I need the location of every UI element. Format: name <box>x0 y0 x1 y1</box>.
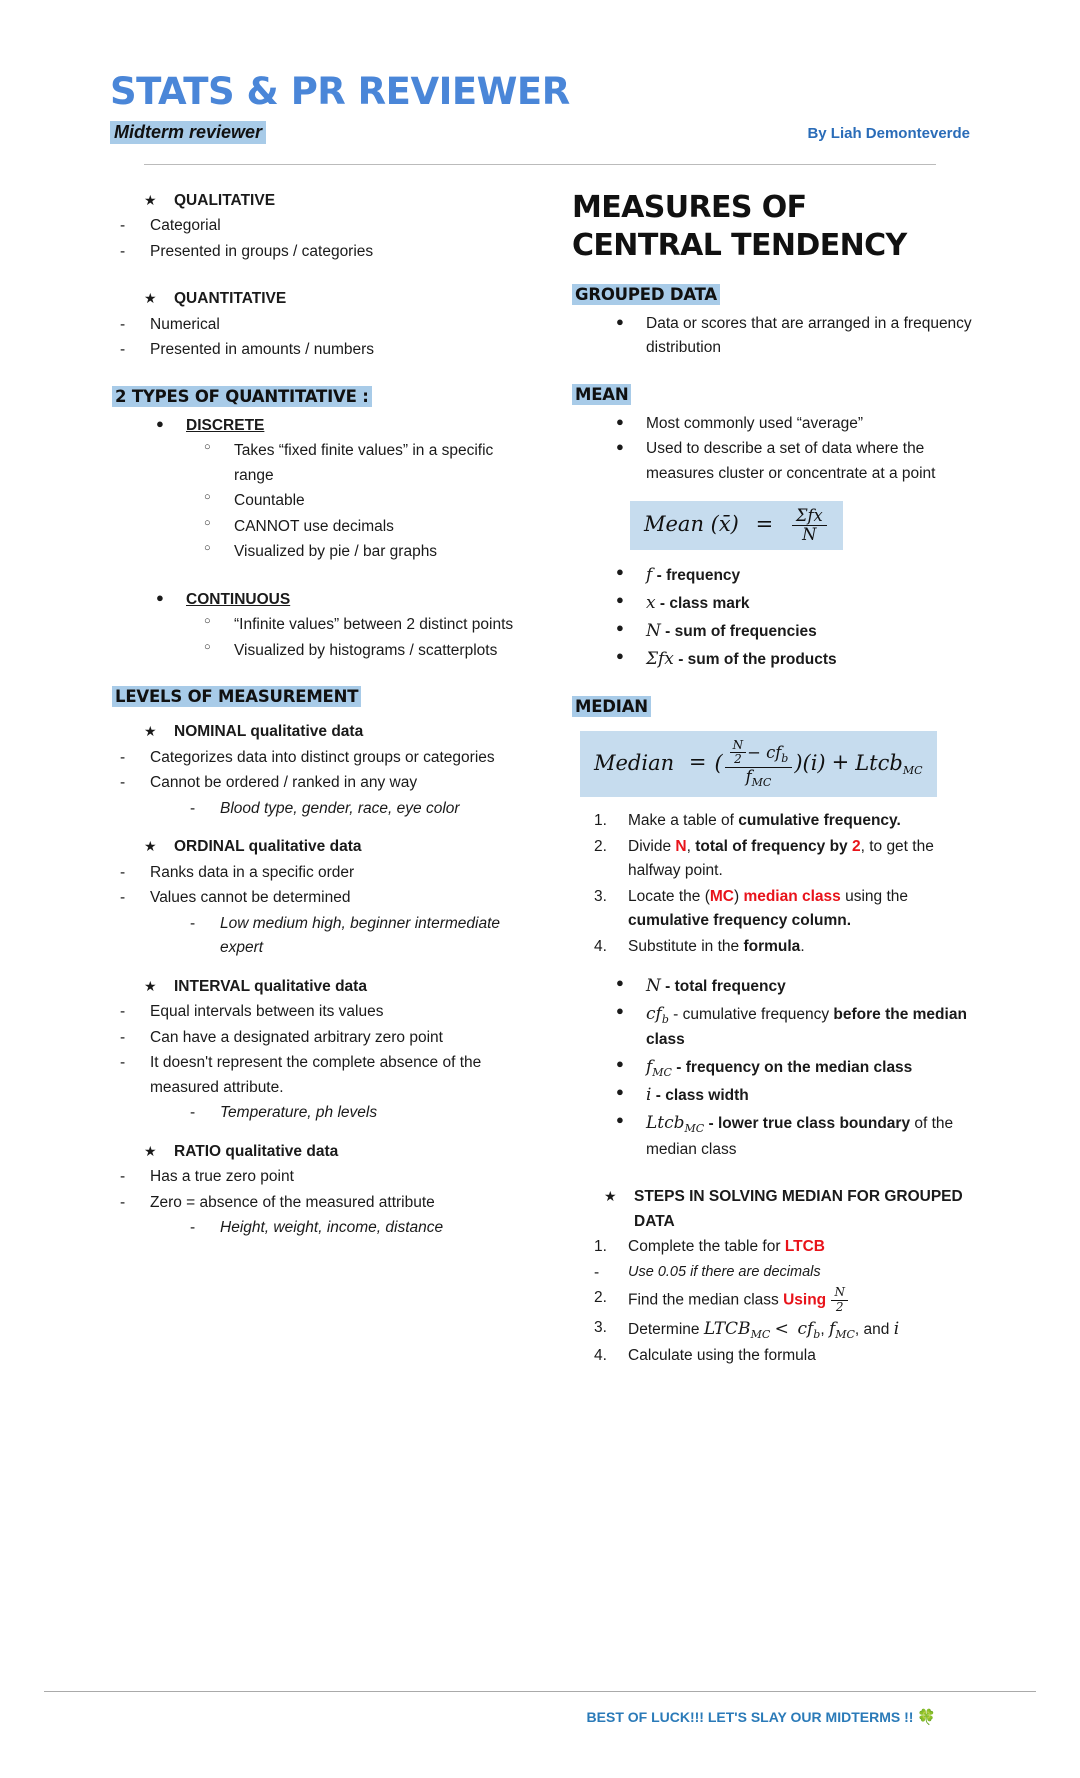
list-item-label: Equal intervals between its values <box>150 1003 384 1021</box>
bullet-icon: ● <box>616 1055 624 1071</box>
solving-heading-line1: STEPS IN SOLVING MEDIAN FOR <box>634 1188 881 1206</box>
median-step <box>572 885 976 934</box>
list-item-label: It doesn't represent the complete absence of the measured attribute. <box>150 1054 482 1096</box>
mean-legend-item <box>572 618 976 645</box>
list-item-label: Can have a designated arbitrary zero point <box>150 1028 443 1046</box>
dash-icon: - <box>120 1028 126 1046</box>
f-symbol: f <box>745 767 752 787</box>
mean-formula-lhs: Mean (x̄) <box>644 512 739 537</box>
mean-formula <box>630 501 843 550</box>
legend-desc: - frequency <box>652 567 741 585</box>
star-icon: ★ <box>144 977 157 994</box>
ltcb-subscript: MC <box>902 763 923 777</box>
dash-icon: - <box>120 1193 126 1211</box>
list-item <box>112 639 516 663</box>
footer-message-row <box>0 1692 1080 1726</box>
cf-subscript: b <box>781 751 789 765</box>
step-highlight-two: 2 <box>851 837 861 855</box>
list-item <box>572 312 976 361</box>
step-number: 3. <box>594 887 607 905</box>
step-number: 1. <box>594 812 607 830</box>
right-column <box>572 189 976 1369</box>
example-item <box>112 797 516 821</box>
step-math-f: f <box>828 1318 836 1339</box>
step-text: Locate the ( <box>628 887 710 905</box>
two-types-heading-wrap <box>112 386 516 407</box>
cf-symbol: cf <box>766 742 782 762</box>
step-number: 3. <box>594 1318 607 1336</box>
legend-desc-bold: before the median class <box>646 1006 967 1049</box>
median-legend-item <box>572 1001 976 1053</box>
dash-icon: - <box>120 217 126 235</box>
legend-desc: - frequency on the median class <box>671 1058 913 1076</box>
bullet-icon: ● <box>616 564 624 580</box>
example-label: Height, weight, income, distance <box>220 1218 444 1236</box>
level-suffix: qualitative data <box>246 723 364 741</box>
bullet-icon: ● <box>616 313 624 329</box>
list-item-label: Presented in amounts / numbers <box>150 341 375 359</box>
legend-desc: - sum of the products <box>673 650 837 668</box>
qualitative-heading-row <box>112 189 516 213</box>
step-sep: ) <box>733 887 744 905</box>
qualitative-heading: QUALITATIVE <box>174 192 276 209</box>
step-text-tail: , to get the halfway point. <box>628 837 934 880</box>
dash-icon: - <box>120 1054 126 1072</box>
mean-legend-item <box>572 646 976 673</box>
legend-symbol: f <box>646 565 653 586</box>
f-subscript: MC <box>835 1327 855 1341</box>
legend-desc: - cumulative frequency <box>668 1006 834 1024</box>
minus-symbol: − <box>747 742 761 762</box>
levels-of-measurement-heading: LEVELS OF MEASUREMENT <box>112 686 361 707</box>
mean-heading: MEAN <box>572 384 631 405</box>
two-types-heading: 2 TYPES OF QUANTITATIVE : <box>112 386 372 407</box>
cf-subscript: b <box>813 1327 821 1341</box>
list-item <box>112 861 516 885</box>
median-formula-lhs: Median <box>594 750 675 775</box>
list-item-label: Cannot be ordered / ranked in any way <box>150 774 418 792</box>
dash-icon: - <box>594 1263 600 1281</box>
grouped-data-heading-wrap <box>572 284 976 305</box>
step-highlight-n: N <box>675 837 687 855</box>
solving-step <box>572 1235 976 1259</box>
levels-heading-wrap <box>112 686 516 707</box>
median-step <box>572 935 976 959</box>
legend-symbol: N <box>646 620 661 641</box>
bullet-icon: ● <box>616 1112 624 1128</box>
legend-symbol: Ltcb <box>646 1113 685 1134</box>
ltcb-symbol: Ltcb <box>855 750 903 775</box>
step-bold: formula <box>743 937 801 955</box>
two-symbol: 2 <box>734 752 742 767</box>
level-name: ORDINAL <box>174 838 245 856</box>
dash-icon: - <box>120 889 126 907</box>
step-bold: cumulative frequency. <box>738 812 901 830</box>
median-legend-item <box>572 1110 976 1162</box>
median-heading: MEDIAN <box>572 696 651 717</box>
document-header <box>100 70 980 165</box>
step-math-ltcb: LTCB <box>703 1318 751 1339</box>
legend-symbol: x <box>646 593 656 614</box>
star-icon: ★ <box>604 1188 617 1205</box>
header-divider <box>144 164 936 165</box>
list-item-label: Numerical <box>150 315 220 333</box>
list-item-label: Used to describe a set of data where the measures cluster or concentrate at a point <box>646 440 936 482</box>
step-text: Complete the table for <box>628 1238 785 1256</box>
list-item-label: Values cannot be determined <box>150 889 351 907</box>
step-highlight-mc: MC <box>709 887 734 905</box>
step-text-tail: using the <box>840 887 909 905</box>
legend-symbol: Σfx <box>646 648 674 669</box>
list-item <box>112 338 516 362</box>
median-formula-denominator <box>725 768 793 789</box>
solving-step: 3. Determine $LTCB_{MC} < cf_b$, $f_{MC}$, and i <box>572 1316 976 1343</box>
n-over-2 <box>730 739 747 768</box>
dash-icon: - <box>120 748 126 766</box>
section-title <box>572 189 976 266</box>
content-columns <box>100 189 980 1369</box>
star-icon: ★ <box>144 838 157 855</box>
document-footer <box>0 1691 1080 1778</box>
dash-icon: - <box>190 914 196 932</box>
four-leaf-clover-icon: 🍀 <box>917 1709 936 1726</box>
discrete-heading-row <box>112 414 516 438</box>
n-over-2-fraction <box>831 1286 848 1315</box>
solving-substep <box>572 1261 976 1285</box>
list-item-label: Visualized by pie / bar graphs <box>234 543 438 561</box>
list-item-label: Ranks data in a specific order <box>150 863 355 881</box>
median-formula-numerator <box>725 739 793 769</box>
level-name: RATIO <box>174 1142 222 1160</box>
legend-subscript: MC <box>684 1122 705 1136</box>
list-item <box>112 214 516 238</box>
hollow-bullet-icon: ○ <box>204 615 211 628</box>
page-title: STATS & PR REVIEWER <box>110 70 570 113</box>
author-byline: By Liah Demonteverde <box>807 125 970 142</box>
list-item-label: Countable <box>234 492 305 510</box>
median-formula-close-i: )(i) <box>794 750 826 775</box>
star-icon: ★ <box>144 723 157 740</box>
continuous-heading-row <box>112 588 516 612</box>
dash-icon: - <box>120 863 126 881</box>
step-number: 2. <box>594 837 607 855</box>
level-entry-heading <box>112 975 516 999</box>
median-step <box>572 835 976 884</box>
mean-formula-numerator: Σfx <box>792 507 827 526</box>
document-subtitle: Midterm reviewer <box>110 121 266 144</box>
list-item <box>112 1000 516 1024</box>
list-item-label: “Infinite values” between 2 distinct points <box>234 616 514 634</box>
mean-formula-fraction <box>792 507 827 544</box>
plus-symbol: + <box>831 750 850 775</box>
list-item <box>112 886 516 910</box>
median-formula-open-paren: ( <box>714 750 723 775</box>
example-label: Blood type, gender, race, eye color <box>220 799 460 817</box>
hollow-bullet-icon: ○ <box>204 491 211 504</box>
list-item <box>112 1191 516 1215</box>
bullet-icon: ● <box>616 975 624 991</box>
example-item <box>112 1216 516 1240</box>
mean-legend-item <box>572 562 976 589</box>
quantitative-heading-row <box>112 287 516 311</box>
bullet-icon: ● <box>616 647 624 663</box>
median-formula <box>580 731 937 798</box>
hollow-bullet-icon: ○ <box>204 640 211 653</box>
hollow-bullet-icon: ○ <box>204 542 211 555</box>
step-text: Substitute in the <box>628 937 744 955</box>
step-number: 1. <box>594 1238 607 1256</box>
list-item-label: Zero = absence of the measured attribute <box>150 1193 435 1211</box>
level-entry-heading <box>112 720 516 744</box>
step-highlight-ltcb: LTCB <box>784 1238 825 1256</box>
list-item-label: Presented in groups / categories <box>150 242 374 260</box>
dash-icon: - <box>120 242 126 260</box>
step-number: 4. <box>594 1346 607 1364</box>
ltcb-subscript: MC <box>750 1327 771 1341</box>
step-number: 2. <box>594 1288 607 1306</box>
legend-desc: - total frequency <box>660 978 786 996</box>
quantitative-heading: QUANTITATIVE <box>174 290 287 308</box>
bullet-icon: ● <box>616 439 624 455</box>
level-suffix: qualitative data <box>221 1142 339 1160</box>
dash-icon: - <box>120 1168 126 1186</box>
continuous-label: CONTINUOUS <box>186 590 291 608</box>
legend-desc: - lower true class boundary <box>704 1115 911 1133</box>
dash-icon: - <box>120 341 126 359</box>
median-legend-item <box>572 1054 976 1081</box>
step-text: Make a table of <box>628 812 739 830</box>
dash-icon: - <box>190 1218 196 1236</box>
hollow-bullet-icon: ○ <box>204 441 211 454</box>
step-highlight-median-class: median class <box>743 887 841 905</box>
list-item-label: Visualized by histograms / scatterplots <box>234 641 498 659</box>
dash-icon: - <box>120 774 126 792</box>
legend-subscript: b <box>661 1013 669 1027</box>
bullet-icon: ● <box>616 1084 624 1100</box>
legend-desc: - sum of frequencies <box>660 622 817 640</box>
grouped-data-heading: GROUPED DATA <box>572 284 720 305</box>
list-item <box>572 437 976 486</box>
mean-heading-wrap <box>572 384 976 405</box>
step-number: 4. <box>594 937 607 955</box>
list-item <box>112 240 516 264</box>
solving-step <box>572 1286 976 1315</box>
median-legend-item <box>572 1082 976 1109</box>
median-legend-item <box>572 973 976 1000</box>
example-label: Temperature, ph levels <box>220 1104 378 1122</box>
hollow-bullet-icon: ○ <box>204 516 211 529</box>
star-icon: ★ <box>144 1142 157 1159</box>
bullet-icon: ● <box>156 415 164 431</box>
step-text: Divide <box>628 837 676 855</box>
legend-symbol: f <box>646 1056 653 1077</box>
example-item <box>112 912 516 961</box>
legend-symbol: cf <box>646 1004 662 1025</box>
median-formula-fraction <box>725 739 793 790</box>
step-sep: , <box>686 837 696 855</box>
step-text-tail: . <box>800 937 805 955</box>
dash-icon: - <box>190 1104 196 1122</box>
legend-symbol: N <box>646 976 661 997</box>
f-subscript: MC <box>751 776 772 790</box>
step-math-cf: cf <box>797 1318 814 1339</box>
bullet-icon: ● <box>616 619 624 635</box>
step-bold: total of frequency by <box>695 837 852 855</box>
less-than-symbol: < <box>774 1318 789 1339</box>
level-name: NOMINAL <box>174 723 247 741</box>
legend-symbol: i <box>646 1085 652 1106</box>
list-item <box>112 313 516 337</box>
list-item-label: Takes “fixed finite values” in a specific range <box>234 442 494 484</box>
level-suffix: qualitative data <box>244 838 362 856</box>
list-item <box>112 489 516 513</box>
dash-icon: - <box>120 1003 126 1021</box>
list-item <box>112 540 516 564</box>
level-suffix: qualitative data <box>249 977 367 995</box>
list-item-label: Most commonly used “average” <box>646 414 864 432</box>
step-text: Determine <box>628 1320 704 1338</box>
mean-formula-denominator: N <box>802 525 817 545</box>
list-item-label: Categorial <box>150 217 221 235</box>
list-item <box>112 1051 516 1100</box>
section-title-line2: CENTRAL TENDENCY <box>572 228 907 264</box>
list-item <box>112 1026 516 1050</box>
list-item <box>112 439 516 488</box>
mean-legend-item <box>572 590 976 617</box>
level-entry-heading <box>112 835 516 859</box>
dash-icon: - <box>120 315 126 333</box>
solving-steps-heading-row <box>572 1185 976 1234</box>
discrete-label: DISCRETE <box>186 416 265 434</box>
substep-text: Use 0.05 if there are decimals <box>628 1263 821 1280</box>
star-icon: ★ <box>144 192 157 208</box>
left-column <box>100 189 516 1369</box>
step-highlight-using: Using <box>783 1291 827 1309</box>
dash-icon: - <box>190 799 196 817</box>
bullet-icon: ● <box>616 413 624 429</box>
bullet-icon: ● <box>156 589 164 605</box>
legend-desc-tail: of the median class <box>646 1115 954 1158</box>
subtitle-row <box>110 121 980 144</box>
list-item <box>112 613 516 637</box>
list-item <box>112 771 516 795</box>
two-symbol: 2 <box>835 1299 844 1314</box>
bullet-icon: ● <box>616 1003 624 1019</box>
example-item <box>112 1101 516 1125</box>
median-heading-wrap <box>572 696 976 717</box>
step-text: Find the median class <box>628 1291 784 1309</box>
list-item <box>112 746 516 770</box>
level-entry-heading <box>112 1140 516 1164</box>
bullet-icon: ● <box>616 592 624 608</box>
star-icon: ★ <box>144 290 157 307</box>
list-item-label: Data or scores that are arranged in a frequency distribution <box>646 314 972 357</box>
list-item-label: CANNOT use decimals <box>234 517 394 535</box>
section-title-line1: MEASURES OF <box>572 190 807 225</box>
median-step <box>572 809 976 833</box>
step-math-i: i <box>893 1318 900 1339</box>
legend-subscript: MC <box>652 1065 672 1079</box>
legend-desc: - class mark <box>655 595 750 613</box>
mean-formula-equals: = <box>755 512 774 537</box>
example-label: Low medium high, beginner intermediate expert <box>220 914 501 957</box>
solving-step <box>572 1344 976 1368</box>
list-item-label: Has a true zero point <box>150 1168 294 1186</box>
solving-heading-line2: GROUPED DATA <box>634 1188 963 1230</box>
level-name: INTERVAL <box>174 977 250 995</box>
list-item <box>572 412 976 436</box>
n-symbol: N <box>831 1286 848 1301</box>
step-text: Calculate using the formula <box>628 1346 816 1364</box>
step-bold: cumulative frequency column. <box>628 912 852 930</box>
list-item-label: Categorizes data into distinct groups or categories <box>150 748 495 766</box>
list-item <box>112 515 516 539</box>
list-item <box>112 1165 516 1189</box>
legend-desc: - class width <box>651 1087 749 1105</box>
footer-message: BEST OF LUCK!!! LET'S SLAY OUR MIDTERMS !! <box>586 1709 914 1725</box>
median-formula-equals: = <box>688 750 707 775</box>
n-symbol: N <box>730 739 747 754</box>
